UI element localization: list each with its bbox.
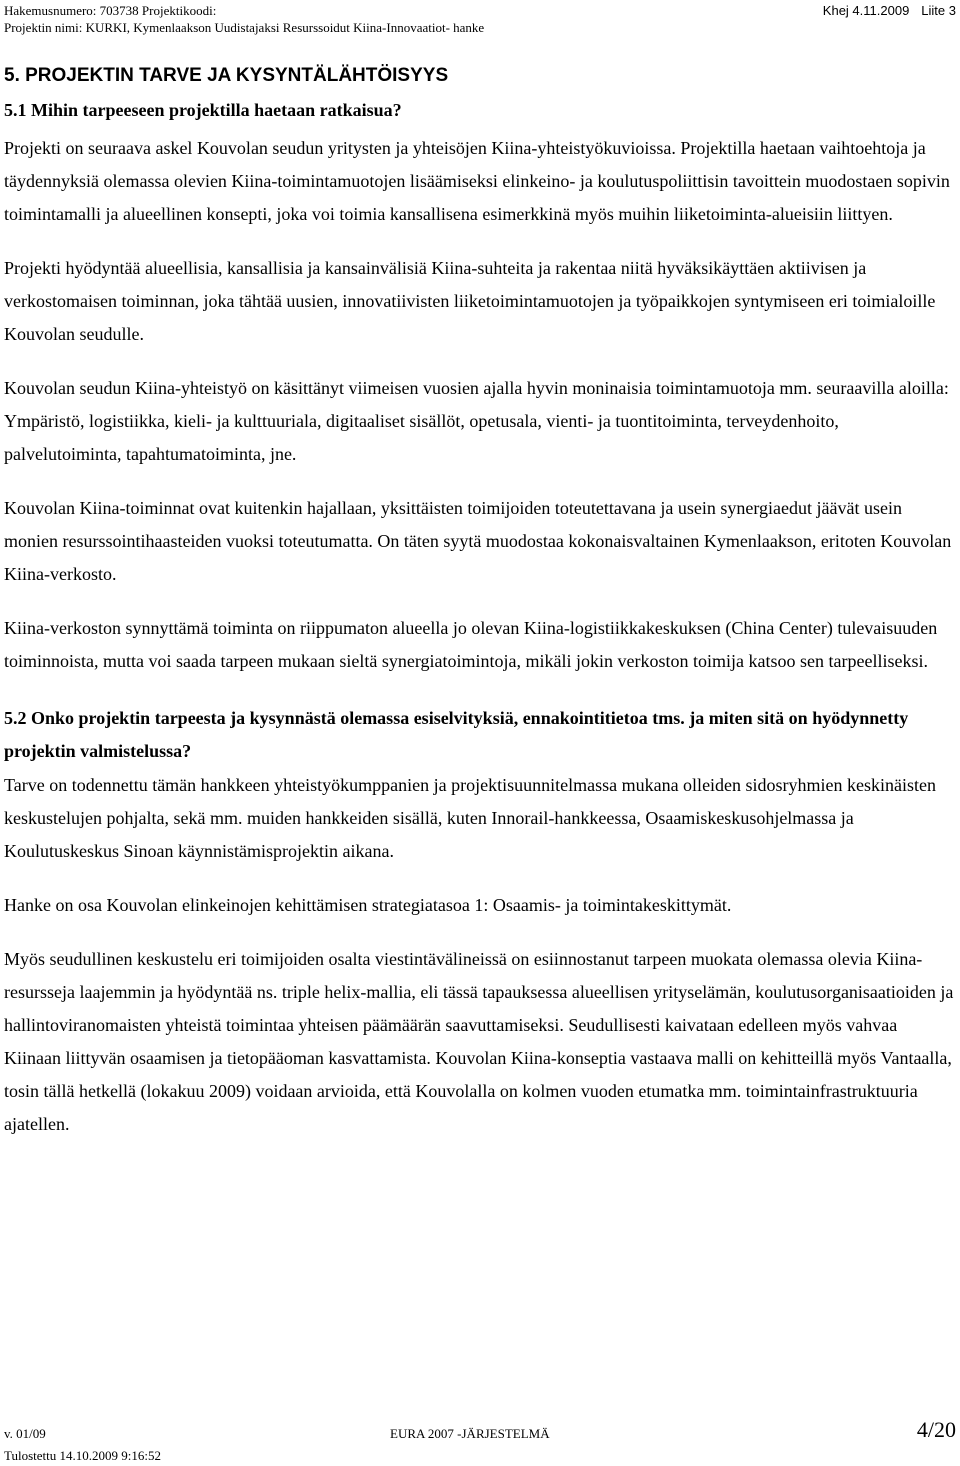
application-number: Hakemusnumero: 703738 Projektikoodi: bbox=[4, 3, 217, 18]
paragraph: Projekti hyödyntää alueellisia, kansallisia ja kansainvälisiä Kiina-suhteita ja rakentaa niitä hyväksikäyttäen aktiivisen ja verkostomaisen toiminnan, joka tähtää uusien, innovatiivisten liiketoimintamuotojen ja työpaikkojen syntymiseen eri toimialoille Kouvolan seudulle. bbox=[4, 258, 936, 344]
paragraph: Myös seudullinen keskustelu eri toimijoiden osalta viestintävälineissä on esiinnostanut tarpeen muokata olemassa olevia Kiina-resursseja laajemmin ja hyödyntää ns. triple helix-mallia, eli tässä tapauksessa alueellisen yrityselämän, koulutusorganisaatioiden ja hallintoviranomaisten yhteistä toimintaa yhteisen päämäärän saavuttamiseksi. Seudullisesti kaivataan edelleen myös vahvaa Kiinaan liittyvän osaamisen ja tietopääoman kasvattamista. Kouvolan Kiina-konseptia vastaava malli on kehitteillä myös Vantaalla, tosin tällä hetkellä (lokakuu 2009) voidaan arvioida, että Kouvolalla on kolmen vuoden etumatka mm. toimintainfrastruktuuria ajatellen. bbox=[4, 949, 954, 1134]
question-5-1-heading: 5.1 Mihin tarpeeseen projektilla haetaan ratkaisua? bbox=[4, 100, 402, 120]
paragraph: Hanke on osa Kouvolan elinkeinojen kehittämisen strategiatasoa 1: Osaamis- ja toimintakeskittymät. bbox=[4, 895, 732, 915]
paragraph: Kiina-verkoston synnyttämä toiminta on riippumaton alueella jo olevan Kiina-logistiikkakeskuksen (China Center) tulevaisuuden toiminnoista, mutta voi saada tarpeen mukaan sieltä synergiatoimintoja, mikäli jokin verkoston toimija katsoo sen tarpeelliseksi. bbox=[4, 618, 938, 671]
system-name: EURA 2007 -JÄRJESTELMÄ bbox=[390, 1426, 550, 1441]
paragraph: Projekti on seuraava askel Kouvolan seudun yritysten ja yhteisöjen Kiina-yhteistyökuvioissa. Projektilla haetaan vaihtoehtoja ja täydennyksiä olemassa olevien Kiina-toimintamuotojen lisäämiseksi elinkeino- ja koulutuspoliittisin tavoittein muodostaen sopivin toimintamalli ja alueellinen konsepti, joka voi toimia kansallisena esimerkkinä myös muihin liiketoiminta-alueisiin liittyen. bbox=[4, 138, 950, 224]
question-5-2-heading: 5.2 Onko projektin tarpeesta ja kysynnästä olemassa esiselvityksiä, ennakointitietoa tms. ja miten sitä on hyödynnetty projektin valmistelussa? bbox=[4, 708, 909, 761]
paragraph: Kouvolan Kiina-toiminnat ovat kuitenkin hajallaan, yksittäisten toimijoiden toteutettavana ja usein synergiaedut jäävät usein monien resurssointihaasteiden vuoksi toteutumatta. On täten syytä muodostaa kokonaisvaltainen Kymenlaakson, eritoten Kouvolan Kiina-verkosto. bbox=[4, 498, 952, 584]
form-version: v. 01/09 bbox=[4, 1426, 46, 1441]
header-right bbox=[823, 2, 956, 19]
attachment-label: Liite 3 bbox=[921, 3, 956, 18]
print-timestamp: Tulostettu 14.10.2009 9:16:52 bbox=[4, 1448, 161, 1463]
page-footer bbox=[4, 1416, 956, 1466]
paragraph: Tarve on todennettu tämän hankkeen yhteistyökumppanien ja projektisuunnitelmassa mukana olleiden sidosryhmien keskinäisten keskustelujen pohjalta, sekä mm. muiden hankkeiden sisällä, kuten Innorail-hankkeessa, Osaamiskeskusohjelmassa ja Koulutuskeskus Sinoan käynnistämisprojektin aikana. bbox=[4, 775, 937, 861]
approval-date: Khej 4.11.2009 bbox=[822, 3, 910, 18]
document-body bbox=[4, 94, 956, 1141]
project-name: Projektin nimi: KURKI, Kymenlaakson Uudistajaksi Resurssoidut Kiina-Innovaatiot- hanke bbox=[4, 20, 485, 35]
paragraph: Kouvolan seudun Kiina-yhteistyö on käsittänyt viimeisen vuosien ajalla hyvin moninaisia toimintamuotoja mm. seuraavilla aloilla: Ympäristö, logistiikka, kieli- ja kulttuuriala, digitaaliset sisällöt, opetusala, vienti- ja tuontitoiminta, terveydenhoito, palvelutoiminta, tapahtumatoiminta, jne. bbox=[4, 378, 949, 464]
section-title: 5. PROJEKTIN TARVE JA KYSYNTÄLÄHTÖISYYS bbox=[4, 65, 449, 86]
page-number: 4/20 bbox=[916, 1417, 956, 1442]
